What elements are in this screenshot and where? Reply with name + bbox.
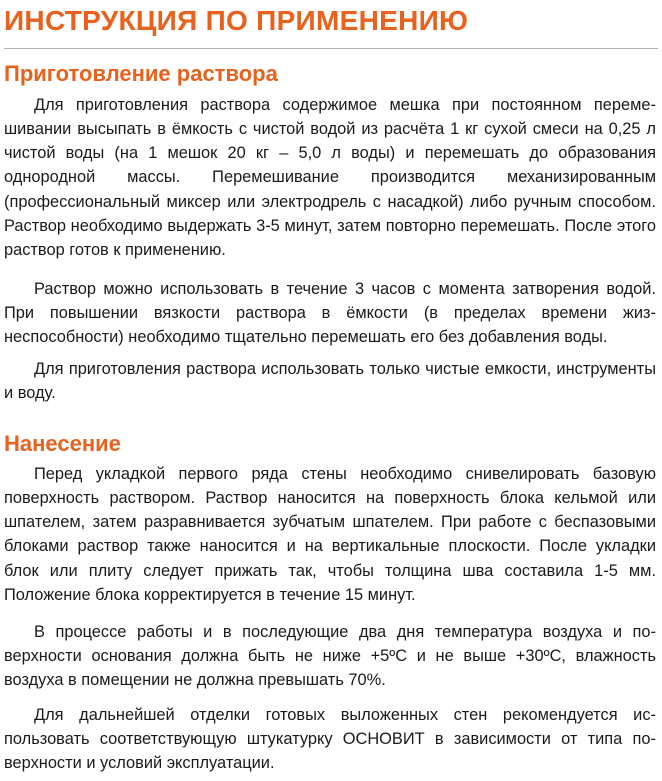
section-heading-preparation: Приготовление раствора	[4, 61, 278, 86]
paragraph: Перед укладкой первого ряда стены необходимо снивелировать базовую поверхность раствором. Раствор наносится на поверхность блока кельмой или шпателем, затем разравнивается зубчатым шпателем. При работе с беспазовыми блоками раствор также наносится и на вертикальные плоскости. После укладки блок или плиту следует прижать так, чтобы толщина шва составила 1-5 мм. Положение блока корректируется в течение 15 минут.	[4, 465, 656, 604]
paragraph: Раствор можно использовать в течение 3 часов с момента затворения водой. При повышении вязкости раствора в ёмкости (в пределах времени жизнеспособности) необходимо тщательно перемешать его без добавления воды.	[4, 280, 656, 347]
document-title: ИНСТРУКЦИЯ ПО ПРИМЕНЕНИЮ	[4, 5, 469, 36]
section-heading-application: Нанесение	[4, 431, 121, 456]
paragraph: В процессе работы и в последующие два дня температура воздуха и поверхности основания должна быть не ниже +5ºС и не выше +30ºС, влажность воздуха в помещении не должна превышать 70%.	[4, 623, 656, 690]
paragraph: Для дальнейшей отделки готовых выложенных стен рекомендуется использовать соответствующую штукатурку ОСНОВИТ в зависимости от типа поверхности и условий эксплуатации.	[4, 706, 656, 773]
title-divider	[4, 48, 658, 49]
paragraph: Для приготовления раствора содержимое мешка при постоянном перемешивании высыпать в ёмкость с чистой водой из расчёта 1 кг сухой смеси на 0,25 л чистой воды (на 1 мешок 20 кг – 5,0 л воды) и перемешать до образования однородной массы. Перемешивание производится механизированным (профессиональный миксер или электродрель с насадкой) либо ручным способом. Раствор необходимо выдержать 3-5 минут, затем повторно перемешать. После этого раствор готов к применению.	[4, 96, 656, 259]
paragraph: Для приготовления раствора использовать только чистые емкости, инструменты и воду.	[4, 360, 656, 403]
